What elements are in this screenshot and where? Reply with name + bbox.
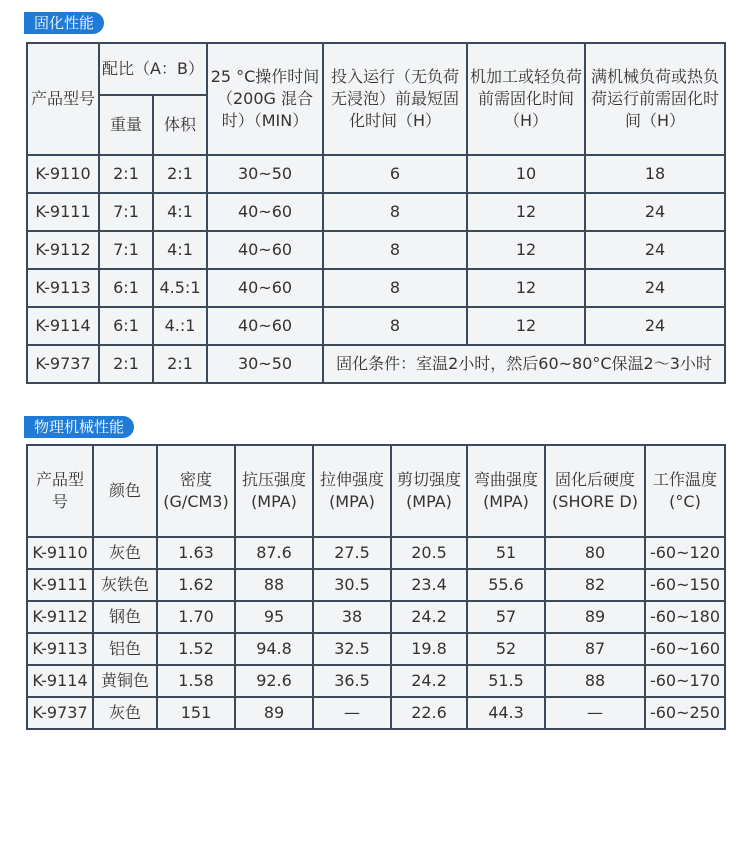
table-row: [27, 307, 725, 345]
cell-weight: 7:1: [99, 193, 153, 231]
header-shear: 剪切强度(MPA): [391, 445, 467, 537]
cell-full-load: 18: [585, 155, 725, 193]
cell-model: K-9110: [27, 537, 93, 569]
table-row: [27, 601, 725, 633]
cell-flexural: 55.6: [467, 569, 545, 601]
cell-temp: -60~180: [645, 601, 725, 633]
header-flexural: 弯曲强度(MPA): [467, 445, 545, 537]
cell-hardness: 88: [545, 665, 645, 697]
cell-curing-condition: 固化条件：室温2小时，然后60~80°C保温2～3小时: [323, 345, 725, 383]
cell-compressive: 89: [235, 697, 313, 729]
header-ratio: 配比（A：B）: [99, 43, 207, 95]
cell-flexural: 51: [467, 537, 545, 569]
header-compressive: 抗压强度(MPA): [235, 445, 313, 537]
cell-flexural: 51.5: [467, 665, 545, 697]
cell-pot-life: 40~60: [207, 193, 323, 231]
header-model: 产品型号: [27, 43, 99, 155]
section-title-mechanical: 物理机械性能: [26, 416, 134, 438]
cell-service: 8: [323, 269, 467, 307]
cell-volume: 2:1: [153, 345, 207, 383]
cell-density: 151: [157, 697, 235, 729]
cell-model: K-9110: [27, 155, 99, 193]
cell-compressive: 94.8: [235, 633, 313, 665]
table-row: [27, 569, 725, 601]
cell-model: K-9737: [27, 345, 99, 383]
cell-flexural: 44.3: [467, 697, 545, 729]
cell-pot-life: 30~50: [207, 345, 323, 383]
cell-flexural: 57: [467, 601, 545, 633]
cell-color: 黄铜色: [93, 665, 157, 697]
cell-pot-life: 40~60: [207, 307, 323, 345]
section-title-curing: 固化性能: [26, 12, 104, 34]
cell-shear: 22.6: [391, 697, 467, 729]
cell-full-load: 24: [585, 269, 725, 307]
cell-tensile: 32.5: [313, 633, 391, 665]
cell-shear: 19.8: [391, 633, 467, 665]
header-color: 颜色: [93, 445, 157, 537]
cell-volume: 4:1: [153, 231, 207, 269]
cell-weight: 6:1: [99, 307, 153, 345]
cell-machining: 10: [467, 155, 585, 193]
cell-full-load: 24: [585, 231, 725, 269]
cell-temp: -60~150: [645, 569, 725, 601]
cell-compressive: 95: [235, 601, 313, 633]
header-weight: 重量: [99, 95, 153, 155]
header-tensile: 拉伸强度(MPA): [313, 445, 391, 537]
table-row: [27, 193, 725, 231]
cell-shear: 24.2: [391, 601, 467, 633]
cell-tensile: 36.5: [313, 665, 391, 697]
curing-performance-table: [26, 42, 726, 384]
cell-shear: 23.4: [391, 569, 467, 601]
mechanical-performance-table: [26, 444, 726, 730]
cell-machining: 12: [467, 231, 585, 269]
cell-volume: 4:1: [153, 193, 207, 231]
cell-hardness: —: [545, 697, 645, 729]
header-pot-life: 25 °C操作时间（200G 混合时）（MIN）: [207, 43, 323, 155]
header-temp: 工作温度(°C): [645, 445, 725, 537]
cell-hardness: 80: [545, 537, 645, 569]
cell-shear: 24.2: [391, 665, 467, 697]
cell-pot-life: 30~50: [207, 155, 323, 193]
cell-volume: 4.5:1: [153, 269, 207, 307]
cell-temp: -60~160: [645, 633, 725, 665]
table-row: [27, 231, 725, 269]
cell-pot-life: 40~60: [207, 269, 323, 307]
header-volume: 体积: [153, 95, 207, 155]
header-full-load-time: 满机械负荷或热负荷运行前需固化时间（H）: [585, 43, 725, 155]
cell-hardness: 89: [545, 601, 645, 633]
cell-model: K-9114: [27, 307, 99, 345]
cell-density: 1.70: [157, 601, 235, 633]
table-row: [27, 345, 725, 383]
table-row: [27, 269, 725, 307]
cell-temp: -60~120: [645, 537, 725, 569]
cell-pot-life: 40~60: [207, 231, 323, 269]
cell-machining: 12: [467, 269, 585, 307]
cell-shear: 20.5: [391, 537, 467, 569]
cell-volume: 2:1: [153, 155, 207, 193]
cell-machining: 12: [467, 307, 585, 345]
header-machining-time: 机加工或轻负荷前需固化时间（H）: [467, 43, 585, 155]
cell-density: 1.58: [157, 665, 235, 697]
cell-model: K-9111: [27, 569, 93, 601]
cell-tensile: 27.5: [313, 537, 391, 569]
cell-density: 1.63: [157, 537, 235, 569]
cell-density: 1.62: [157, 569, 235, 601]
cell-temp: -60~250: [645, 697, 725, 729]
table-row: [27, 155, 725, 193]
cell-compressive: 88: [235, 569, 313, 601]
cell-color: 灰铁色: [93, 569, 157, 601]
cell-compressive: 92.6: [235, 665, 313, 697]
cell-volume: 4.:1: [153, 307, 207, 345]
header-service-time: 投入运行（无负荷无浸泡）前最短固化时间（H）: [323, 43, 467, 155]
cell-model: K-9113: [27, 269, 99, 307]
table-row: [27, 665, 725, 697]
header-hardness: 固化后硬度(SHORE D): [545, 445, 645, 537]
cell-model: K-9111: [27, 193, 99, 231]
cell-temp: -60~170: [645, 665, 725, 697]
cell-weight: 6:1: [99, 269, 153, 307]
header-model: 产品型号: [27, 445, 93, 537]
cell-tensile: —: [313, 697, 391, 729]
cell-density: 1.52: [157, 633, 235, 665]
cell-weight: 2:1: [99, 345, 153, 383]
cell-model: K-9112: [27, 601, 93, 633]
cell-compressive: 87.6: [235, 537, 313, 569]
table-row: [27, 633, 725, 665]
cell-color: 钢色: [93, 601, 157, 633]
table-row: [27, 697, 725, 729]
cell-model: K-9112: [27, 231, 99, 269]
cell-weight: 2:1: [99, 155, 153, 193]
cell-full-load: 24: [585, 307, 725, 345]
cell-service: 8: [323, 307, 467, 345]
cell-machining: 12: [467, 193, 585, 231]
cell-service: 8: [323, 193, 467, 231]
cell-color: 铝色: [93, 633, 157, 665]
cell-tensile: 30.5: [313, 569, 391, 601]
cell-tensile: 38: [313, 601, 391, 633]
cell-hardness: 82: [545, 569, 645, 601]
cell-weight: 7:1: [99, 231, 153, 269]
cell-color: 灰色: [93, 537, 157, 569]
cell-model: K-9113: [27, 633, 93, 665]
cell-model: K-9114: [27, 665, 93, 697]
cell-full-load: 24: [585, 193, 725, 231]
table-row: [27, 537, 725, 569]
cell-flexural: 52: [467, 633, 545, 665]
header-density: 密度(G/CM3): [157, 445, 235, 537]
cell-service: 8: [323, 231, 467, 269]
cell-hardness: 87: [545, 633, 645, 665]
cell-color: 灰色: [93, 697, 157, 729]
cell-model: K-9737: [27, 697, 93, 729]
cell-service: 6: [323, 155, 467, 193]
